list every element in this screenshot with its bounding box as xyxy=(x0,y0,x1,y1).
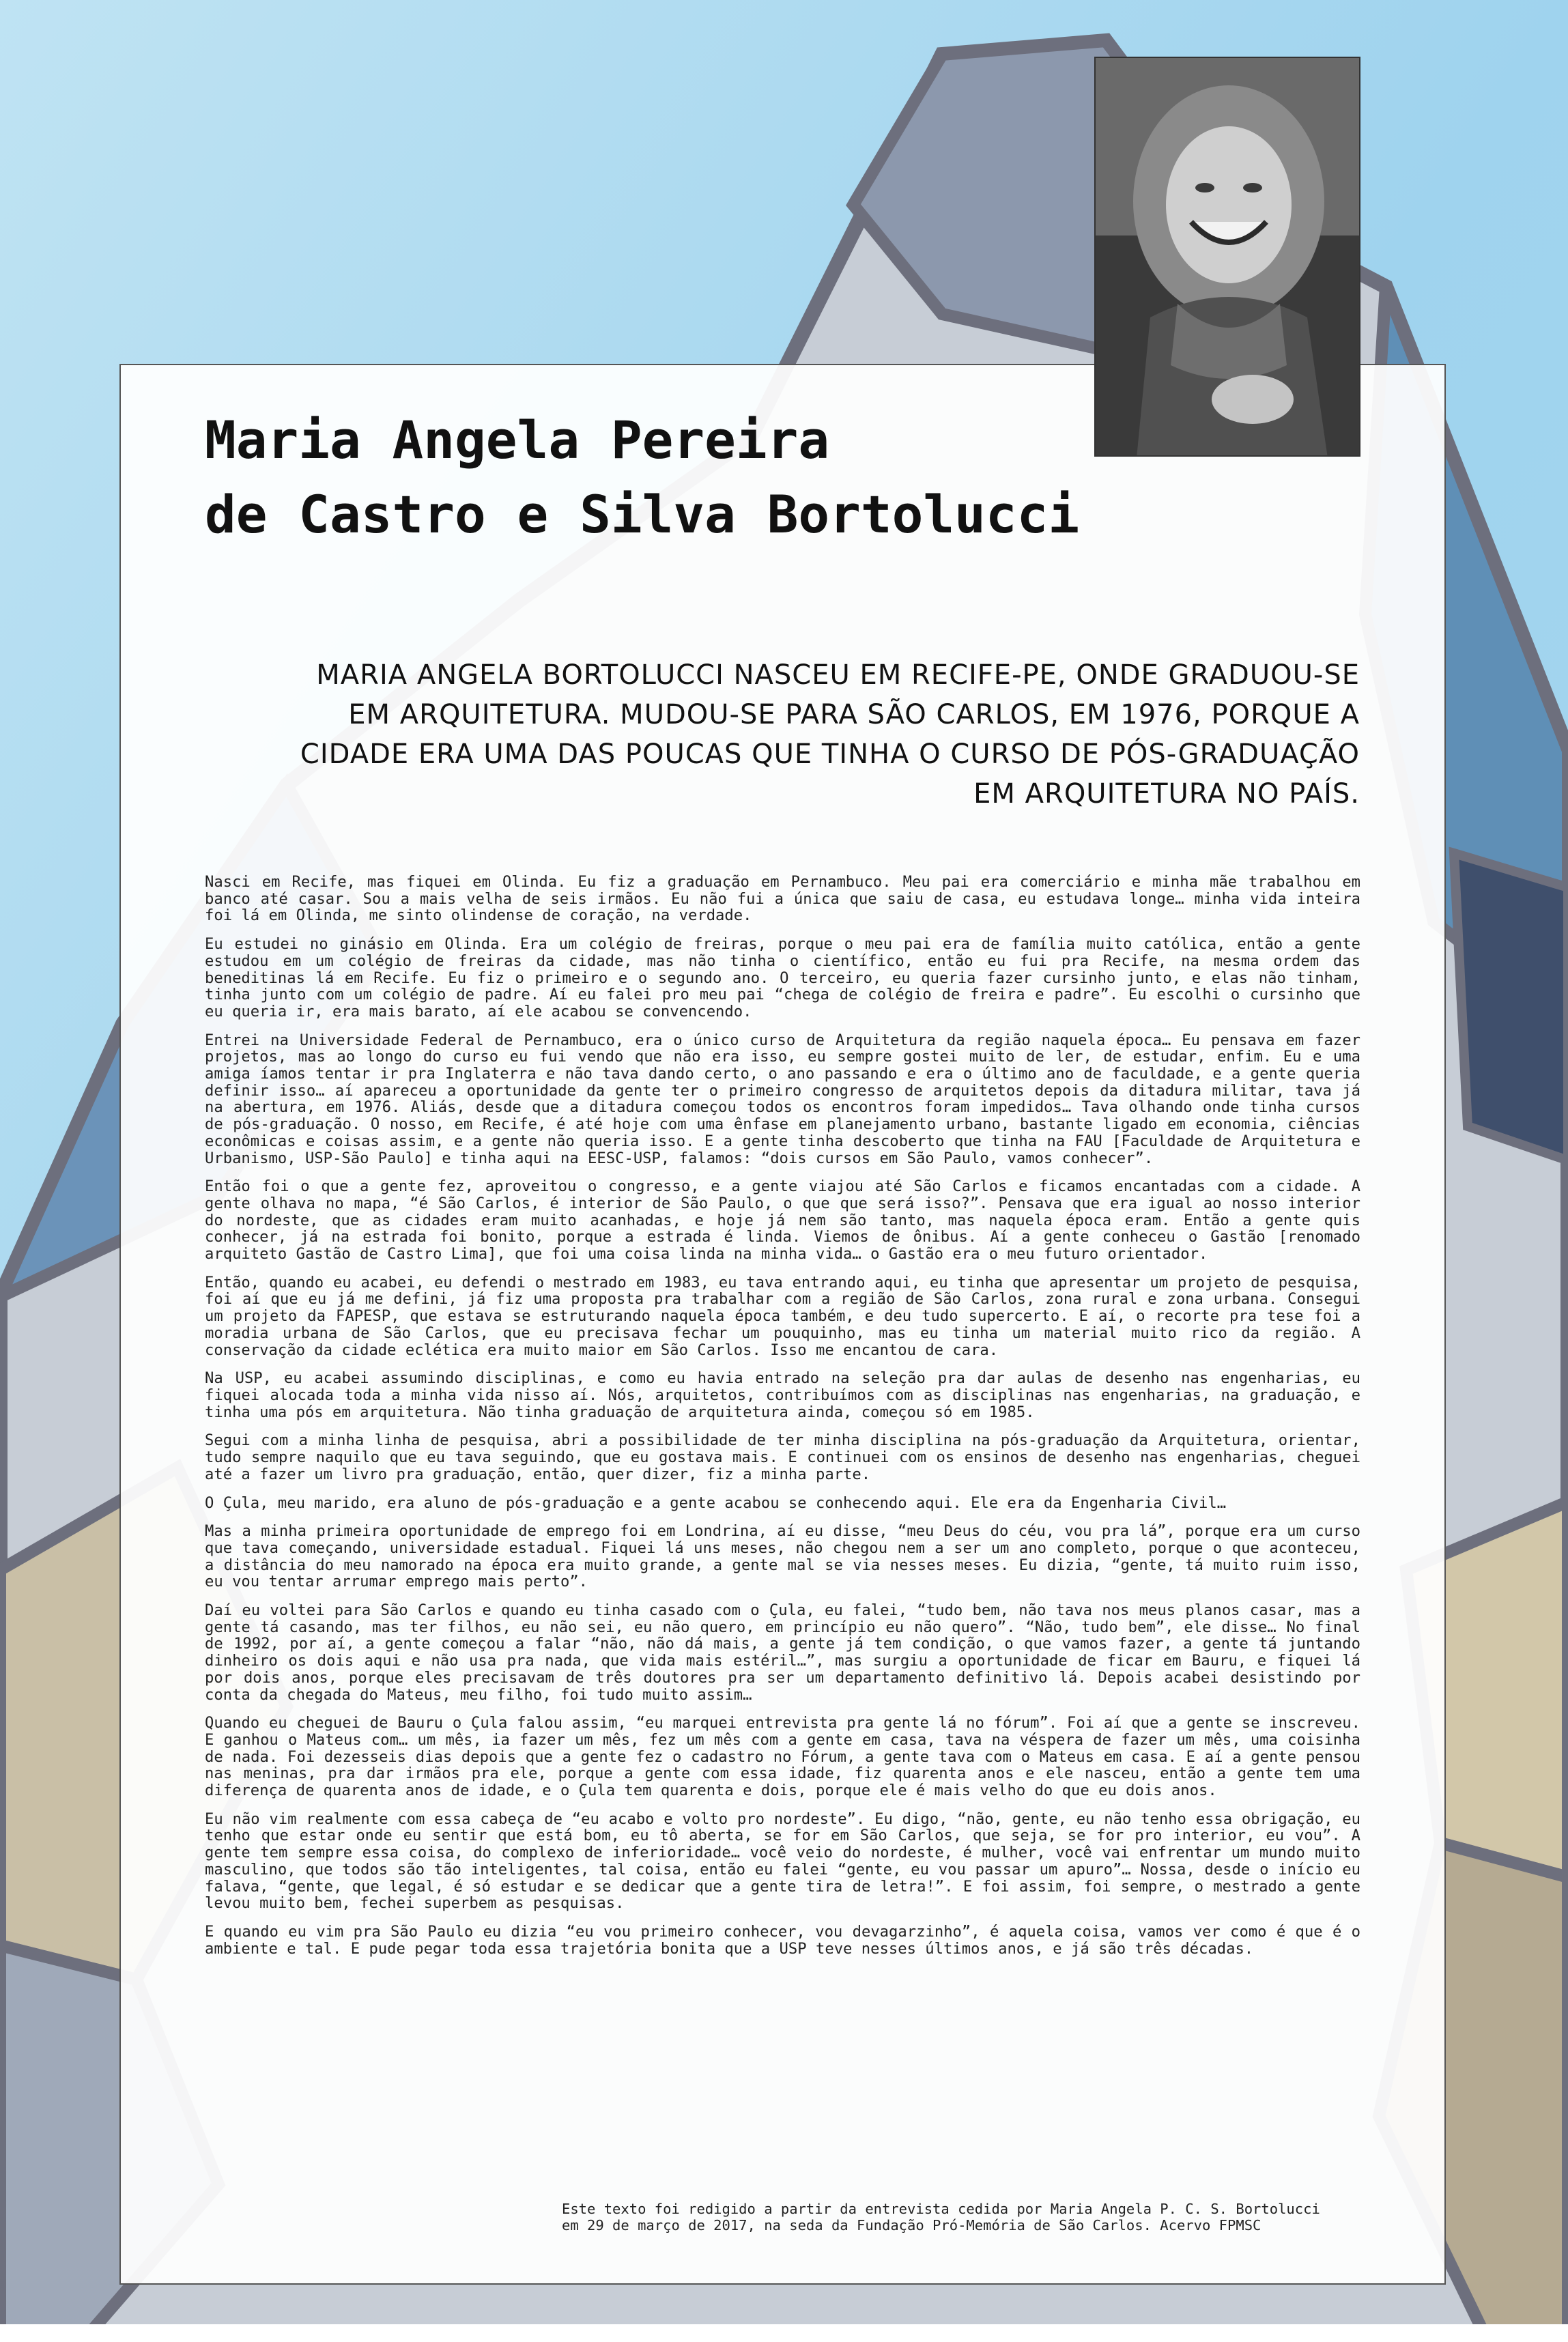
portrait-illustration xyxy=(1096,58,1360,457)
interview-body xyxy=(205,874,1360,1969)
paragraph: Na USP, eu acabei assumindo disciplinas, e como eu havia entrado na seleção pra dar aulas de desenho nas engenharias, eu fiquei alocada toda a minha vida nisso aí. Nós, arquitetos, contribuímos com as disciplinas nas engenharias, na graduação, e tinha uma pós em arquitetura. Não tinha graduação de arquitetura ainda, começou só em 1985. xyxy=(205,1369,1360,1421)
lead-line-2: EM ARQUITETURA. MUDOU-SE PARA SÃO CARLOS, EM 1976, PORQUE A xyxy=(348,699,1360,730)
lead-summary xyxy=(232,655,1360,814)
paragraph: Daí eu voltei para São Carlos e quando eu tinha casado com o Çula, eu falei, “tudo bem, não tava nos meus planos casar, mas a gente tá casando, mas ter filhos, eu não sei, eu não quero, em princípio eu não quero”. “Não, tudo bem”, ele disse… No final de 1992, por aí, a gente começou a falar “não, não dá mais, a gente já tem condição, o que vamos fazer, a gente tá juntando dinheiro os dois aqui e não usa pra nada, que vida mais estéril…”, mas surgiu a oportunidade de ficar em Bauru, e fiquei lá por dois anos, porque eles precisavam de três doutores pra ser um departamento definitivo lá. Depois acabei desistindo por conta da chegada do Mateus, meu filho, foi tudo muito assim… xyxy=(205,1601,1360,1704)
credit-line-1: Este texto foi redigido a partir da entrevista cedida por Maria Angela P. C. S. Bortolucci xyxy=(562,2201,1320,2217)
paragraph: Quando eu cheguei de Bauru o Çula falou assim, “eu marquei entrevista pra gente lá no fórum”. Foi aí que a gente se inscreveu. E ganhou o Mateus com… um mês, ia fazer um mês, fez um mês com a gente em casa, tava na véspera de fazer um mês, uma coisinha de nada. Foi dezesseis dias depois que a gente fez o cadastro no Fórum, a gente tava com o Mateus em casa. E aí a gente pensou nas meninas, pra dar irmãos pra ele, porque a gente com essa idade, fiz quarenta anos e ele nasceu, então a gente tem uma diferença de quarenta anos de idade, e o Çula tem quarenta e dois, porque ele é mais velho do que eu dois anos. xyxy=(205,1714,1360,1800)
paragraph: Segui com a minha linha de pesquisa, abri a possibilidade de ter minha disciplina na pós-graduação da Arquitetura, orientar, tudo sempre naquilo que eu tava seguindo, que eu gostava mais. E continuei com os ensinos de desenho nas engenharias, cheguei até a fazer um livro pra graduação, então, quer dizer, fiz a minha parte. xyxy=(205,1431,1360,1483)
paragraph: O Çula, meu marido, era aluno de pós-graduação e a gente acabou se conhecendo aqui. Ele era da Engenharia Civil… xyxy=(205,1494,1227,1512)
lead-line-3: CIDADE ERA UMA DAS POUCAS QUE TINHA O CURSO DE PÓS-GRADUAÇÃO xyxy=(300,739,1360,770)
paragraph: Mas a minha primeira oportunidade de emprego foi em Londrina, aí eu disse, “meu Deus do céu, vou pra lá”, porque era um curso que tava começando, universidade estadual. Fiquei lá uns meses, não chegou nem a ser um ano completo, porque o que aconteceu, a distância do meu namorado na época era muito grande, a gente mal se via nesses meses. Eu dizia, “gente, tá muito ruim isso, eu vou tentar arrumar emprego mais perto”. xyxy=(205,1522,1360,1591)
dome-top-right xyxy=(1454,853,1568,1160)
credit-line-2: em 29 de março de 2017, na seda da Fundação Pró-Memória de São Carlos. Acervo FPMSC xyxy=(562,2217,1261,2233)
paragraph: E quando eu vim pra São Paulo eu dizia “eu vou primeiro conhecer, vou devagarzinho”, é aquela coisa, vamos ver como é que é o ambiente e tal. E pude pegar toda essa trajetória bonita que a USP teve nesses últimos anos, e já são três décadas. xyxy=(205,1922,1360,1958)
title-line-2: de Castro e Silva Bortolucci xyxy=(205,484,1080,545)
page-title xyxy=(205,403,1092,552)
paragraph: Eu não vim realmente com essa cabeça de “eu acabo e volto pro nordeste”. Eu digo, “não, gente, eu não tenho essa obrigação, eu tenho que estar onde eu sentir que está bom, eu tô aberta, se for em São Carlos, que seja, se for pro interior, eu vou”. A gente tem sempre essa coisa, do complexo de inferioridade… você veio do nordeste, é mulher, você vai enfrentar um mundo muito masculino, que todos são tão inteligentes, tal coisa, então eu falei “gente, eu vou passar um apuro”… Nossa, desde o início eu falava, “gente, que legal, é só estudar e se dedicar que a gente tira de letra!”. E foi assim, foi sempre, o mestrado a gente levou muito bem, fechei superbem as pesquisas. xyxy=(205,1810,1360,1913)
paragraph: Então, quando eu acabei, eu defendi o mestrado em 1983, eu tava entrando aqui, eu tinha que apresentar um projeto de pesquisa, foi aí que eu já me defini, já fiz uma proposta pra trabalhar com a região de São Carlos, zona rural e zona urbana. Consegui um projeto da FAPESP, que estava se estruturando naquela época também, e deu tudo supercerto. E aí, o recorte pra tese foi a moradia urbana de São Carlos, que eu precisava fechar um pouquinho, mas eu tinha um material muito rico da região. A conservação da cidade eclética era muito maior em São Carlos. Isso me encantou de cara. xyxy=(205,1273,1360,1359)
lead-line-4: EM ARQUITETURA NO PAÍS. xyxy=(973,778,1360,810)
paragraph: Eu estudei no ginásio em Olinda. Era um colégio de freiras, porque o meu pai era de família muito católica, então a gente estudou em um colégio de freiras da cidade, mas não tinha o científico, então eu fui pra Recife, na mesma ordem das beneditinas lá em Recife. Eu fiz o primeiro e o segundo ano. O terceiro, eu queria fazer cursinho junto, e elas não tinham, tinha junto com um colégio de padre. Aí eu falei pro meu pai “chega de colégio de freira e padre”. Eu escolhi o cursinho que eu queria ir, era mais barato, aí ele acabou se convencendo. xyxy=(205,935,1360,1020)
paragraph: Nasci em Recife, mas fiquei em Olinda. Eu fiz a graduação em Pernambuco. Meu pai era comerciário e minha mãe trabalhou em banco até casar. Sou a mais velha de seis irmãos. Eu não fui a única que saiu de casa, eu estudava longe… minha vida inteira foi lá em Olinda, me sinto olindense de coração, na verdade. xyxy=(205,873,1360,925)
paragraph: Então foi o que a gente fez, aproveitou o congresso, e a gente viajou até São Carlos e ficamos encantadas com a cidade. A gente olhava no mapa, “é São Carlos, é interior de São Paulo, o que que será isso?”. Pensava que era igual ao nosso interior do nordeste, que as cidades eram muito acanhadas, e hoje já nem são tanto, mas naquela época eram. Então a gente quis conhecer, já na estrada foi bonito, porque a estrada é linda. Viemos de ônibus. Aí a gente conheceu o Gastão [renomado arquiteto Gastão de Castro Lima], que foi uma coisa linda na minha vida… o Gastão era o meu futuro orientador. xyxy=(205,1177,1360,1263)
source-credit xyxy=(562,2201,1367,2233)
paragraph: Entrei na Universidade Federal de Pernambuco, era o único curso de Arquitetura da região naquela época… Eu pensava em fazer projetos, mas ao longo do curso eu fui vendo que não era isso, eu sempre gostei muito de ler, de estudar, enfim. Eu e uma amiga íamos tentar ir pra Inglaterra e não tava dando certo, o ano passando e era o último ano de faculdade, e a gente queria definir isso… aí apareceu a oportunidade da gente ter o primeiro congresso de arquitetos depois da ditadura militar, tava já na abertura, em 1976. Aliás, desde que a ditadura começou todos os encontros foram impedidos… Tava olhando onde tinha cursos de pós-graduação. O nosso, em Recife, é até hoje com uma ênfase em planejamento urbano, bastante ligado em economia, ciências econômicas e coisas assim, e a gente não queria isso. E a gente tinha descoberto que tinha na FAU [Faculdade de Arquitetura e Urbanismo, USP-São Paulo] e tinha aqui na EESC-USP, falamos: “dois cursos em São Paulo, vamos conhecer”. xyxy=(205,1031,1360,1167)
title-line-1: Maria Angela Pereira xyxy=(205,410,830,470)
lead-line-1: MARIA ANGELA BORTOLUCCI NASCEU EM RECIFE-PE, ONDE GRADUOU-SE xyxy=(316,659,1360,691)
page-bottom-strip xyxy=(0,2324,1568,2342)
portrait-photo xyxy=(1094,57,1360,457)
